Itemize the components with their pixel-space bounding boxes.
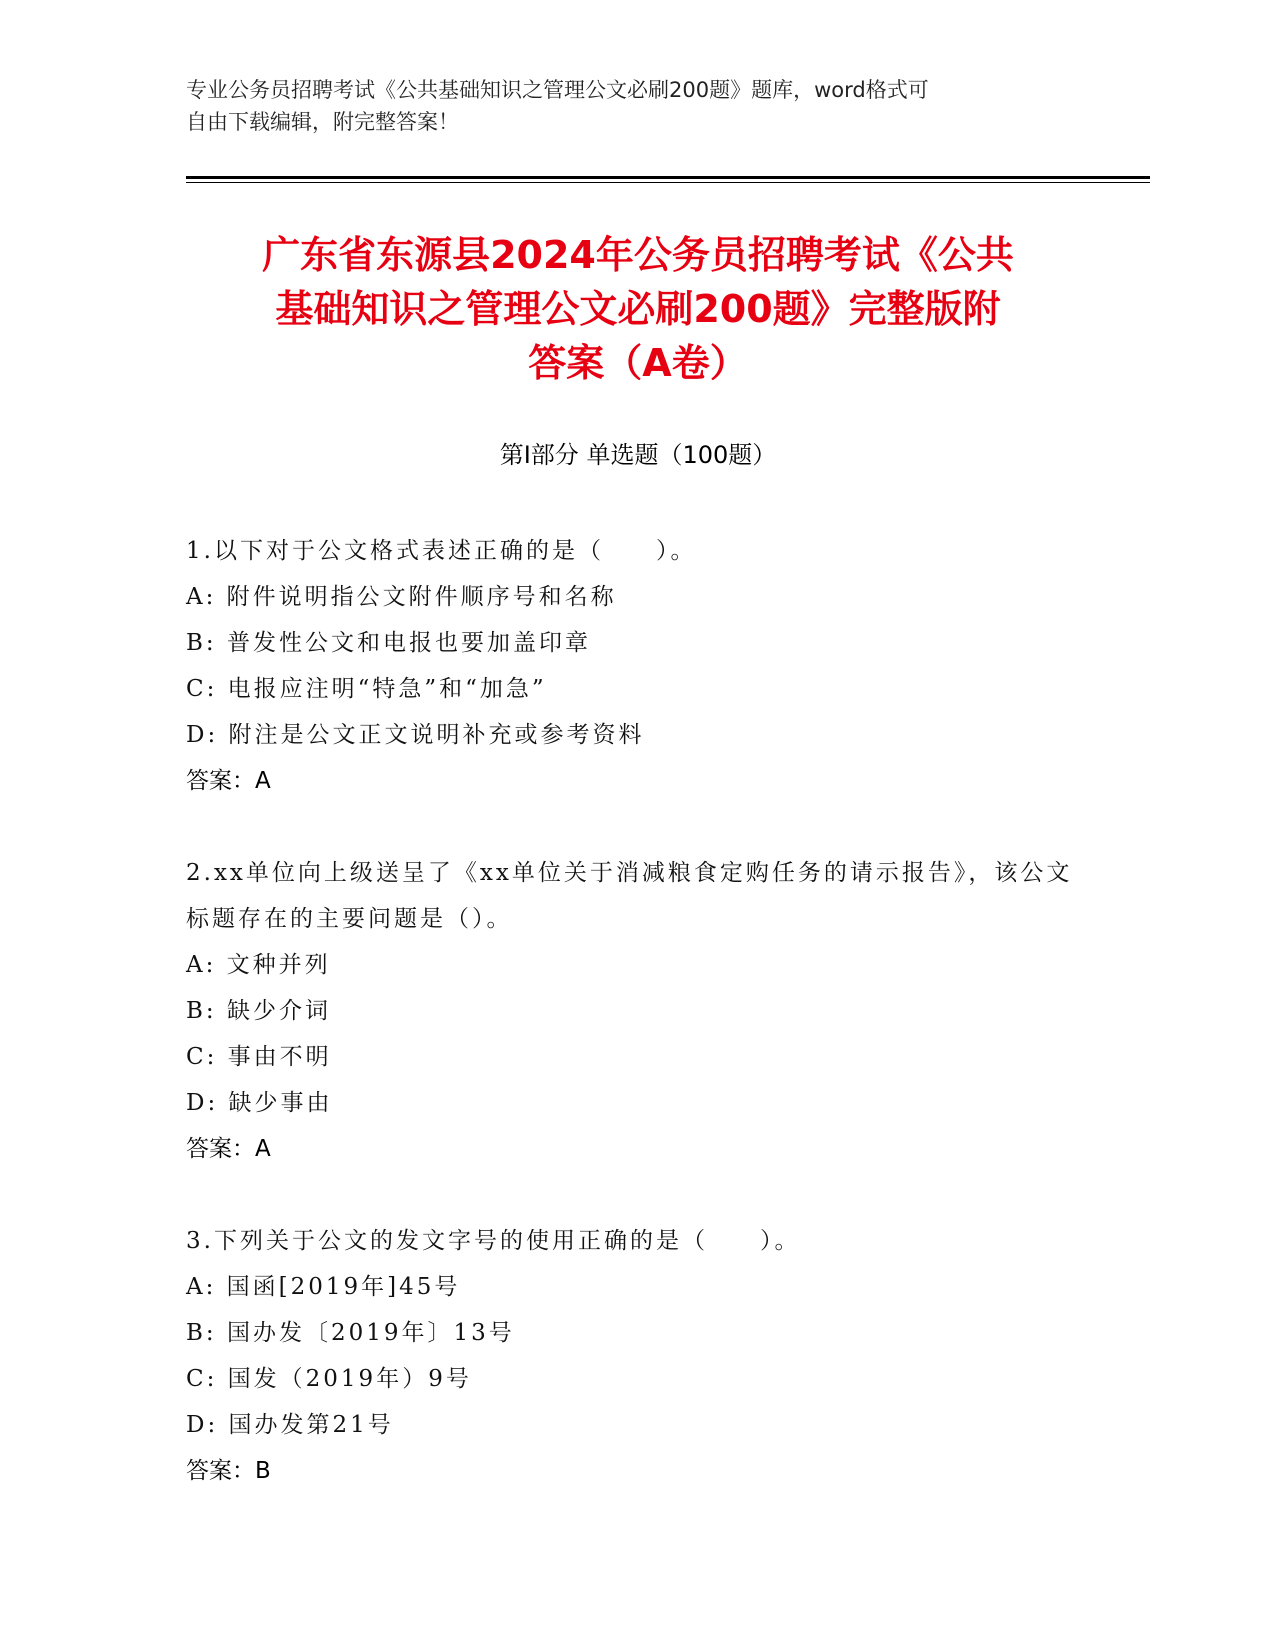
document-title (186, 228, 1090, 390)
option-c: C: 国发（2019年）9号 (186, 1366, 472, 1392)
option-d: D: 缺少事由 (186, 1090, 333, 1116)
header-note-line-2: 自由下载编辑，附完整答案！ (186, 110, 459, 134)
section-heading: 第I部分 单选题（100题） (499, 441, 777, 469)
question-item (186, 528, 1086, 804)
title-line-3: 答案（A卷） (528, 341, 748, 385)
option-c: C: 事由不明 (186, 1044, 332, 1070)
header-note (186, 74, 1066, 138)
question-item (186, 1218, 1086, 1494)
option-b: B: 国办发〔2019年〕13号 (186, 1320, 515, 1346)
answer-text: 答案：A (186, 1136, 271, 1162)
question-item (186, 850, 1086, 1172)
title-line-2: 基础知识之管理公文必刷200题》完整版附 (275, 287, 1001, 331)
header-divider-thick (186, 176, 1150, 179)
option-b: B: 普发性公文和电报也要加盖印章 (186, 630, 591, 656)
option-c: C: 电报应注明“特急”和“加急” (186, 676, 547, 702)
question-stem: 1.以下对于公文格式表述正确的是（ ）。 (186, 538, 697, 564)
question-list (186, 528, 1086, 1540)
option-a: A: 附件说明指公文附件顺序号和名称 (186, 584, 617, 610)
option-a: A: 文种并列 (186, 952, 331, 978)
option-d: D: 国办发第21号 (186, 1412, 394, 1438)
option-a: A: 国函[2019年]45号 (186, 1274, 461, 1300)
question-stem: 3.下列关于公文的发文字号的使用正确的是（ ）。 (186, 1228, 801, 1254)
answer-text: 答案：B (186, 1458, 271, 1484)
header-divider-thin (186, 182, 1150, 183)
option-d: D: 附注是公文正文说明补充或参考资料 (186, 722, 645, 748)
title-line-1: 广东省东源县2024年公务员招聘考试《公共 (262, 233, 1014, 277)
header-note-line-1: 专业公务员招聘考试《公共基础知识之管理公文必刷200题》题库，word格式可 (186, 78, 929, 102)
question-stem: 2.xx单位向上级送呈了《xx单位关于消减粮食定购任务的请示报告》，该公文标题存在的主要问题是（）。 (186, 860, 1073, 932)
answer-text: 答案：A (186, 768, 271, 794)
option-b: B: 缺少介词 (186, 998, 331, 1024)
